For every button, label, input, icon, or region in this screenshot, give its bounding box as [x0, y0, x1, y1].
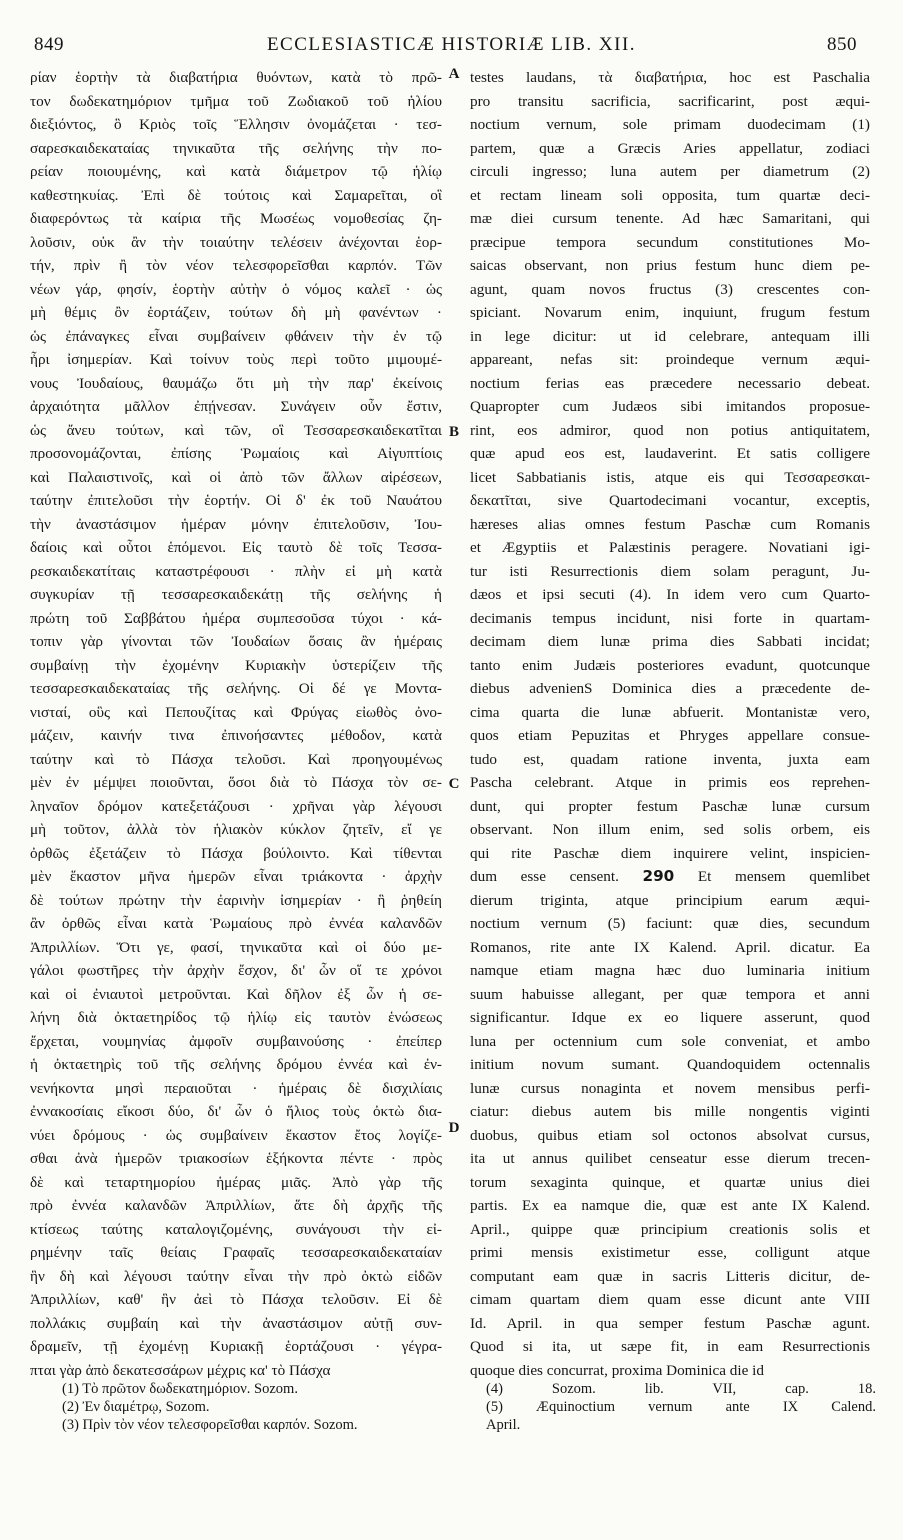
latin-text-line: et Ægyptiis et Palæstinis peragere. Novatiani igi-: [470, 539, 870, 556]
latin-text-line: pro transitu sacrificia, sacrificarint, post æqui-: [470, 92, 870, 110]
greek-text-line: ρείαν ποιουμένης, καὶ κατὰ διάμετρον τῷ ἡλίῳ: [30, 163, 442, 180]
greek-text-line: διαφερόντως τὰ καίρια τῆς Μωσέως νομοθεσίας ζη-: [30, 210, 442, 227]
greek-text-line: πολλάκις συμβαίη καὶ τὴν ἀναστάσιμον αὐτῇ συν-: [30, 1314, 442, 1332]
greek-text-line: σθαι ἀνὰ ἡμερῶν τριακοσίων ἑξήκοντα πέντε · πρὸς: [30, 1150, 442, 1167]
latin-text-line: ita ut annus quilibet censeatur esse dierum trecen-: [470, 1150, 870, 1167]
greek-text-column: [30, 66, 442, 1382]
latin-text-line: namque etiam magna hæc duo luminaria initium: [470, 962, 870, 979]
greek-text-line: νέων γάρ, φησίν, ἑορτὴν αὐτὴν ὁ νόμος καλεῖ · ὡς: [30, 280, 442, 298]
greek-text-line: νισταί, οὓς καὶ Πεπουζίτας καὶ Φρύγας εἰωθὸς ὀνο-: [30, 703, 442, 721]
greek-text-line: ρίαν ἑορτὴν τὰ διαβατήρια θυόντων, κατὰ τὸ πρῶ-: [30, 69, 442, 86]
latin-text-line: Romanos, rite ante IX Kalend. April. dicatur. Ea: [470, 938, 870, 956]
latin-text-line: torum sexaginta quinque, et quartæ unius diei: [470, 1173, 870, 1191]
greek-text-line: ἂν ὀρθῶς εἶναι κατὰ Ῥωμαίους πρὸ ἐννέα καλανδῶν: [30, 915, 442, 932]
latin-text-line: computant eam quæ in sacris Litteris dicitur, de-: [470, 1267, 870, 1285]
greek-text-line: συγκυρίαν τῇ τεσσαρεσκαιδεκάτῃ τῆς σελήνης ἡ: [30, 586, 442, 603]
latin-text-line: quoque dies concurrat, proxima Dominica die id: [470, 1361, 764, 1379]
latin-text-line: licet Sabbatianis istis, atque eis qui Τεσσαρεσκαι-: [470, 468, 870, 486]
section-marker-d: D: [448, 1120, 460, 1136]
greek-text-line: λοῦσιν, οὐκ ἂν τὴν τοιαύτην τελέσειν ἀνέχονται ἑορ-: [30, 233, 442, 251]
latin-text-line: tur isti Resurrectionis diem solam peragunt, Ju-: [470, 562, 870, 580]
latin-text-line: testes laudans, τὰ διαβατήρια, hoc est Paschalia: [470, 69, 870, 86]
latin-text-line: decimanis tempus incidunt, nisi forte in quartam-: [470, 609, 870, 627]
section-marker-b: B: [448, 424, 459, 440]
greek-text-line: δραμεῖν, τῇ ἐχομένῃ Κυριακῇ ἑορτάζουσι · γέγρα-: [30, 1338, 442, 1355]
greek-text-line: ἔρχεται, νουμηνίας ἀμφοῖν συμβαινούσης · ἐπείπερ: [30, 1032, 442, 1050]
latin-text-line: duobus, quibus etiam sol octonos absolvat cursus,: [470, 1126, 870, 1144]
greek-text-line: μάζειν, καινήν τινα ἐπινοήσαντες μέθοδον, κατὰ: [30, 727, 442, 744]
latin-text-line: quos etiam Pepuzitas et Phryges appellare consue-: [470, 727, 870, 744]
section-marker-c: C: [448, 776, 460, 792]
latin-text-line: circuli ingresso; luna autem per diametrum (2): [470, 163, 870, 180]
footnote-line: (2) Ἐν διαμέτρῳ, Sozom.: [62, 1399, 210, 1415]
greek-text-line: δαίοις καὶ οὗτοι ἑπόμενοι. Εἰς ταυτὸ δὲ τοῖς Τεσσα-: [30, 539, 442, 556]
greek-text-line: καὶ οἱ ἐνιαυτοὶ μετροῦνται. Καὶ δῆλον ἐξ ὧν ἡ σε-: [30, 985, 442, 1003]
marginal-page-number: 290: [642, 867, 675, 885]
greek-text-line: τοπιν γὰρ γίνονται τῶν Ἰουδαίων ὅσαις ἂν ἡμέραις: [30, 633, 442, 650]
latin-text-line: ciatur: diebus autem bis mille nongentis viginti: [470, 1103, 870, 1120]
greek-text-line: καθεστηκυίας. Ἐπὶ δὲ τούτοις καὶ Σαμαρεῖται, οἳ: [30, 186, 442, 204]
greek-text-line: τεσσαρεσκαιδεκαταίας τῆς σελήνης. Οἱ δέ γε Μοντα-: [30, 680, 442, 697]
greek-text-line: ταύτην ἐπιτελοῦσι τὴν ἑορτήν. Οἱ δ' ἐκ τοῦ Ναυάτου: [30, 492, 442, 509]
greek-text-line: ἦρι ἰσημερίαν. Καὶ τοίνυν τοὺς περὶ τοῦτο μιμουμέ-: [30, 351, 442, 368]
latin-text-line: saicas observant, non prius festum hunc diem pe-: [470, 257, 870, 274]
latin-text-line: suum habuisse allegant, per quæ tempora et anni: [470, 985, 870, 1003]
greek-text-line: ἡ ὀκταετηρὶς τοῦ τῆς σελήνης δρόμου ἐννέα καὶ ἐν-: [30, 1056, 442, 1073]
greek-text-line: μὲν ἐν μέμψει ποιοῦνται, ὅσοι διὰ τὸ Πάσχα τὸν σε-: [30, 774, 442, 791]
latin-text-line: rint, eos admiror, quod non potius antiquitatem,: [470, 421, 870, 439]
latin-text-line: præcipue tempora secundum constitutiones Mo-: [470, 233, 870, 251]
greek-text-line: ταύτην καὶ τὸ Πάσχα τελοῦσι. Καὶ προηγουμένως: [30, 750, 442, 768]
greek-text-line: μὲν ἕκαστον μῆνα ἡμερῶν εἶναι τριάκοντα · ἀρχὴν: [30, 868, 442, 885]
latin-text-line: noctium vernum, sole primam duodecimam (1): [470, 116, 870, 133]
latin-text-line: Pascha celebrant. Atque in primis eos reprehen-: [470, 774, 870, 791]
greek-text-line: μὴ τοῦτον, ἀλλὰ τὸν ἡλιακὸν κύκλον ζητεῖν, εἴ γε: [30, 821, 442, 838]
greek-text-line: διεξιόντος, ὃ Κριὸς τοῖς Ἕλλησιν ὀνομάζεται · τεσ-: [30, 116, 442, 133]
latin-text-line: Quapropter cum Judæos sibi imitandos proposue-: [470, 398, 870, 415]
greek-text-line: Ἀπριλλίων. Ὅτι γε, φασί, τηνικαῦτα καὶ οἱ δύο με-: [30, 938, 442, 956]
right-page-number: 850: [827, 34, 857, 55]
latin-text-line: spiciant. Novarum enim, inquiunt, frugum festum: [470, 304, 870, 321]
latin-text-line: tudo est, quadam ratione inventa, juxta eam: [470, 750, 870, 768]
greek-text-line: νενήκοντα μησὶ περαιοῦται · ἡμέραις δὲ δισχιλίαις: [30, 1079, 442, 1097]
latin-text-line: decimam diem lunæ prima dies Sabbati incidat;: [470, 633, 870, 650]
latin-text-line: Quod si ita, ut sæpe fit, in eam Resurrectionis: [470, 1338, 870, 1355]
latin-text-line: qui rite Paschæ diem inquirere velint, inspicien-: [470, 844, 870, 862]
greek-text-line: ἐννακοσίαις εἴκοσι δύο, δι' ὧν ὁ ἥλιος τοὺς ὀκτὼ δια-: [30, 1103, 442, 1120]
latin-text-line: mæ diei cursum tenente. Ad hæc Samaritani, qui: [470, 210, 870, 227]
latin-text-line: primi mensis existimetur esse, colligunt atque: [470, 1244, 870, 1261]
greek-text-line: σαρεσκαιδεκαταίας τηνικαῦτα τῆς σελήνης τὴν πο-: [30, 139, 442, 157]
footnote-line: (1) Τὸ πρῶτον δωδεκατημόριον. Sozom.: [62, 1381, 298, 1397]
latin-text-line: dunt, qui propter festum Paschæ lunæ cursum: [470, 797, 870, 815]
greek-text-line: δὲ τούτων πρώτην τὴν ἐαρινὴν ἰσημερίαν · ἣ ῥηθείη: [30, 891, 442, 909]
latin-text-line: cimam quartam diem quam esse dicunt ante VIII: [470, 1291, 870, 1308]
latin-text-line: dum esse censent. 290 Et mensem quemlibet: [470, 867, 870, 885]
latin-text-line: Id. April. in qua semper festum Paschæ agunt.: [470, 1314, 870, 1332]
greek-text-line: γάλοι φωστῆρες τὴν ἀρχὴν ἔσχον, δι' ὧν οἵ τε χρόνοι: [30, 962, 442, 979]
greek-text-line: κτίσεως ταύτης καταλογιζομένης, συνάγουσι τὴν εἰ-: [30, 1220, 442, 1238]
footnote-line: April.: [486, 1417, 521, 1433]
greek-text-line: ρημένην ταῖς θείαις Γραφαῖς τεσσαρεσκαιδεκαταίαν: [30, 1244, 442, 1261]
latin-text-line: et rectam lineam soli opposita, tum quartæ deci-: [470, 186, 870, 204]
latin-text-line: cima quarta die lunæ abfuerit. Montanistæ vero,: [470, 703, 870, 721]
greek-text-line: τον δωδεκατημόριον τμῆμα τοῦ Ζωδιακοῦ τοῦ ἡλίου: [30, 92, 442, 110]
latin-text-line: initium novum sumant. Quandoquidem octennalis: [470, 1056, 870, 1073]
latin-text-line: agunt, quam novos fructus (3) crescentes con-: [470, 280, 870, 298]
greek-text-line: μὴ θέμις ὂν ἑορτάζειν, τούτων δὴ μὴ φανέντων ·: [30, 304, 442, 321]
greek-text-line: ρεσκαιδεκατίταις καταστρέφουσι · πλὴν εἰ μὴ κατὰ: [30, 562, 442, 580]
greek-text-line: πρώτη τοῦ Σαββάτου ἡμέρα συμπεσοῦσα τύχοι · κά-: [30, 609, 442, 627]
greek-text-line: ἣν δὴ καὶ λέγουσι ταύτην εἶναι τὴν πρὸ ὀκτὼ εἰδῶν: [30, 1267, 442, 1285]
greek-text-line: πται γὰρ ἀπὸ δεκατεσσάρων μέχρις κα' τὸ Πάσχα: [30, 1361, 331, 1379]
greek-text-line: πρὸ ἐννέα καλανδῶν Ἀπριλλίων, ἅτε δὴ ἀρχῆς τῆς: [30, 1197, 442, 1214]
greek-text-line: ληναῖον δρόμον κατεξετάζουσι · χρῆναι γὰρ λέγουσι: [30, 797, 442, 815]
greek-text-line: ἀρχαιότητα μᾶλλον ἐπῄνεσαν. Συνάγειν οὖν ἔστιν,: [30, 398, 442, 415]
latin-text-line: noctium vernum (5) faciunt: quæ dies, secundum: [470, 915, 870, 932]
latin-text-line: partem, quæ a Græcis Aries appellatur, zodiaci: [470, 139, 870, 157]
latin-text-line: appareant, nefas sit: proindeque vernum æqui-: [470, 351, 870, 368]
latin-text-line: luna per octennium cum sole conveniat, et ambo: [470, 1032, 870, 1050]
latin-text-line: noctium ferias eas præcedere necessario debeat.: [470, 374, 870, 392]
footnote-line: (4) Sozom. lib. VII, cap. 18.: [486, 1381, 876, 1397]
greek-text-line: δὲ καὶ τεταρτημορίου ἡμέρας μιᾶς. Ἀπὸ γὰρ τῆς: [30, 1173, 442, 1191]
latin-text-line: dierum triginta, atque principium earum æqui-: [470, 891, 870, 909]
greek-text-line: ὀρθῶς ἐξετάζειν τὸ Πάσχα βούλοιντο. Καὶ τίθενται: [30, 844, 442, 862]
latin-text-column: [470, 66, 870, 1382]
greek-text-line: νύει δρόμους · ὡς συμβαίνειν ἕκαστον ἔτος λογίζε-: [30, 1126, 442, 1144]
running-title: ECCLESIASTICÆ HISTORIÆ LIB. XII.: [266, 34, 637, 55]
greek-text-line: ὡς ἄνευ τούτων, καὶ τῶν, οἳ Τεσσαρεσκαιδεκατῖται: [30, 421, 442, 439]
latin-text-line: dæos et ipsi secuti (4). In idem vero cum Quarto-: [470, 586, 870, 603]
latin-text-line: hæreses alias omnes festum Paschæ cum Romanis: [470, 515, 870, 533]
latin-text-line: partis. Ex ea namque die, quæ est ante IX Kalend.: [470, 1197, 870, 1214]
section-marker-a: A: [448, 66, 460, 82]
latin-text-line: δεκατῖται, sive Quartodecimani vocantur, exceptis,: [470, 492, 870, 509]
footnote-line: (5) Æquinoctium vernum ante IX Calend.: [486, 1399, 876, 1415]
latin-text-line: diebus advenienS Dominica dies a præcedente de-: [470, 680, 870, 697]
greek-text-line: συμβαίνῃ τὴν ἐχομένην Κυριακὴν ὑστερίζειν τῆς: [30, 656, 442, 674]
greek-footnotes: [62, 1380, 442, 1434]
latin-text-line: observant. Non illum enim, sed solis orbem, eis: [470, 821, 870, 838]
latin-text-line: quæ apud eos est, laudaverint. Et satis colligere: [470, 445, 870, 462]
greek-text-line: τήν, πρὶν ἢ τὸν νέον τελεσφορεῖσθαι καρπόν. Τῶν: [30, 257, 442, 274]
greek-text-line: λήνη διὰ ὀκταετηρίδος τῷ ἡλίῳ εἰς ταυτὸν ἑνώσεως: [30, 1009, 442, 1026]
left-page-number: 849: [34, 34, 64, 55]
footnote-line: (3) Πρὶν τὸν νέον τελεσφορεῖσθαι καρπόν. Sozom.: [62, 1417, 358, 1433]
greek-text-line: καὶ Παλαιστινοῖς, καὶ οἱ ἀπὸ τῶν ἄλλων αἱρέσεων,: [30, 468, 442, 486]
latin-text-line: in lege dicitur: ut id celebrare, antequam illi: [470, 327, 870, 345]
latin-text-line: April., quippe quæ principium creationis solis et: [470, 1220, 870, 1238]
greek-text-line: προσονομάζονται, ἐπίσης Ῥωμαίοις καὶ Αἰγυπτίοις: [30, 445, 442, 462]
latin-text-line: lunæ cursus nonaginta et novem mensibus perfi-: [470, 1079, 870, 1097]
latin-footnotes: [486, 1380, 876, 1434]
page-header: [0, 34, 903, 58]
latin-text-line: tanto enim Judæis posteriores evadunt, quotcunque: [470, 656, 870, 674]
greek-text-line: τὴν ἀναστάσιμον ἡμέραν μόνην ἐπιτελοῦσιν, Ἰου-: [30, 515, 442, 533]
greek-text-line: ὡς ἐπάναγκες εἶναι συμβαίνειν φθάνειν τὴν ἐν τῷ: [30, 327, 442, 345]
greek-text-line: Ἀπριλλίων, καθ' ἣν ἀεὶ τὸ Πάσχα τελοῦσιν. Εἰ δὲ: [30, 1291, 442, 1308]
latin-text-line: significantur. Idque ex eo liquere asserunt, quod: [470, 1009, 870, 1026]
greek-text-line: νους Ἰουδαίους, θαυμάζω ὅτι μὴ τὴν παρ' ἐκείνοις: [30, 374, 442, 392]
